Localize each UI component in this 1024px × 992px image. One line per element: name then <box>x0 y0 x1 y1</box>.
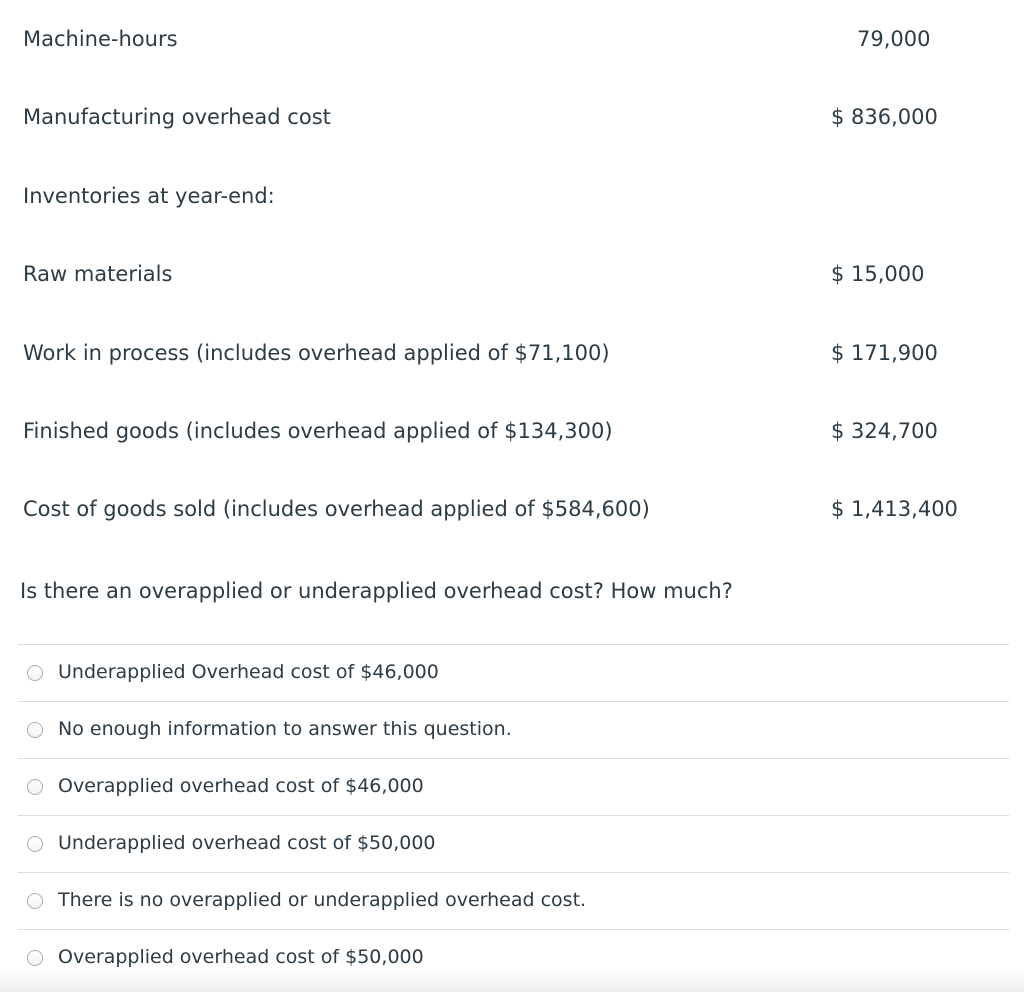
table-row-machine-hours <box>0 24 1024 54</box>
row-label: Inventories at year-end: <box>23 184 275 208</box>
option-label[interactable]: There is no overapplied or underapplied overhead cost. <box>58 889 587 911</box>
answer-option[interactable] <box>18 872 1009 929</box>
option-label[interactable]: Overapplied overhead cost of $50,000 <box>58 946 424 968</box>
option-label[interactable]: Underapplied Overhead cost of $46,000 <box>58 661 439 683</box>
row-value: $ 1,413,400 <box>831 497 958 521</box>
table-row-finished-goods <box>0 416 1024 446</box>
radio-button[interactable] <box>27 893 43 909</box>
option-label[interactable]: No enough information to answer this question. <box>58 718 512 740</box>
table-row-raw-materials <box>0 259 1024 289</box>
row-value: 79,000 <box>857 27 931 51</box>
answer-option[interactable] <box>18 815 1009 872</box>
row-value: $ 171,900 <box>831 341 938 365</box>
radio-button[interactable] <box>27 665 43 681</box>
radio-button[interactable] <box>27 950 43 966</box>
answer-options <box>18 644 1009 986</box>
row-value: $ 836,000 <box>831 105 938 129</box>
table-row-work-in-process <box>0 338 1024 368</box>
row-label: Cost of goods sold (includes overhead applied of $584,600) <box>23 497 650 521</box>
answer-option[interactable] <box>18 701 1009 758</box>
row-label: Machine-hours <box>23 27 178 51</box>
row-value: $ 324,700 <box>831 419 938 443</box>
row-label: Raw materials <box>23 262 173 286</box>
answer-option[interactable] <box>18 929 1009 986</box>
row-label: Finished goods (includes overhead applied of $134,300) <box>23 419 613 443</box>
question-text: Is there an overapplied or underapplied overhead cost? How much? <box>20 579 733 603</box>
row-label: Manufacturing overhead cost <box>23 105 331 129</box>
row-label: Work in process (includes overhead applied of $71,100) <box>23 341 610 365</box>
answer-option[interactable] <box>18 758 1009 815</box>
radio-button[interactable] <box>27 836 43 852</box>
table-row-inventories-heading <box>0 181 1024 211</box>
row-value: $ 15,000 <box>831 262 925 286</box>
radio-button[interactable] <box>27 722 43 738</box>
radio-button[interactable] <box>27 779 43 795</box>
option-label[interactable]: Underapplied overhead cost of $50,000 <box>58 832 436 854</box>
table-row-manufacturing-overhead <box>0 102 1024 132</box>
option-label[interactable]: Overapplied overhead cost of $46,000 <box>58 775 424 797</box>
answer-option[interactable] <box>18 644 1009 701</box>
table-row-cost-of-goods-sold <box>0 494 1024 524</box>
